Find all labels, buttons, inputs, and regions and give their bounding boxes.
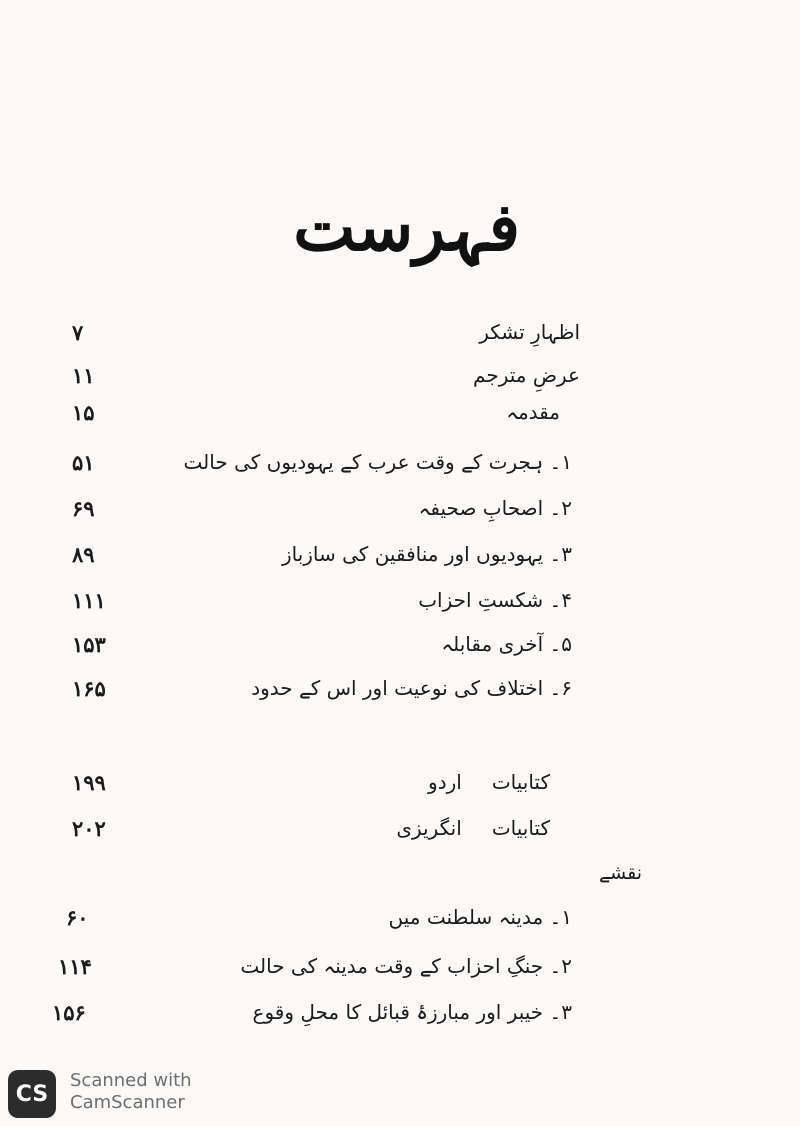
bibliography-label: کتابیات xyxy=(491,770,550,794)
toc-page-number: ۷ xyxy=(72,320,84,345)
bibliography-text xyxy=(130,816,550,840)
toc-page-number: ۱۹۹ xyxy=(72,770,106,795)
toc-entry xyxy=(0,363,800,397)
toc-entry xyxy=(0,676,800,710)
toc-entry xyxy=(0,588,800,622)
toc-page-number: ۸۹ xyxy=(72,542,95,567)
maps-heading: نقشے xyxy=(599,862,642,884)
map-entry-text: ۲۔ جنگِ احزاب کے وقت مدینہ کی حالت xyxy=(240,954,572,978)
watermark-line-2: CamScanner xyxy=(70,1092,185,1113)
bibliography-entry xyxy=(0,816,800,850)
toc-entry xyxy=(0,450,800,484)
bibliography-language: انگریزی xyxy=(396,816,462,840)
map-entry xyxy=(0,954,800,988)
toc-page-number: ۱۵۳ xyxy=(72,632,106,657)
toc-entry-text: ۵۔ آخری مقابلہ xyxy=(441,632,572,656)
map-entry-text: ۱۔ مدینہ سلطنت میں xyxy=(388,905,572,929)
toc-page-number: ۱۱ xyxy=(72,363,95,388)
bibliography-entry xyxy=(0,770,800,804)
toc-page-number: ۱۵۶ xyxy=(52,1000,86,1025)
toc-entry xyxy=(0,400,800,434)
toc-page-number: ۱۵ xyxy=(72,400,95,425)
toc-entry xyxy=(0,632,800,666)
toc-page-number: ۱۶۵ xyxy=(72,676,106,701)
toc-page-number: ۶۰ xyxy=(66,905,89,930)
camscanner-logo-icon: CS xyxy=(8,1070,56,1118)
map-entry xyxy=(0,1000,800,1034)
bibliography-language: اردو xyxy=(428,770,462,794)
toc-entry xyxy=(0,496,800,530)
toc-page-number: ۶۹ xyxy=(72,496,95,521)
toc-entry-text: ۲۔ اصحابِ صحیفہ xyxy=(418,496,572,520)
toc-page-number: ۵۱ xyxy=(72,450,95,475)
toc-page-number: ۱۱۴ xyxy=(58,954,92,979)
toc-entry-text: ۱۔ ہجرت کے وقت عرب کے یہودیوں کی حالت xyxy=(183,450,572,474)
map-entry-text: ۳۔ خیبر اور مبارزۂ قبائل کا محلِ وقوع xyxy=(252,1000,572,1024)
map-entry xyxy=(0,905,800,939)
toc-entry xyxy=(0,542,800,576)
toc-page-number: ۲۰۲ xyxy=(72,816,106,841)
scanner-watermark xyxy=(8,1068,228,1118)
toc-page-number: ۱۱۱ xyxy=(72,588,106,613)
toc-entry xyxy=(0,320,800,354)
watermark-line-1: Scanned with xyxy=(70,1070,192,1091)
watermark-text xyxy=(70,1070,230,1114)
toc-entry-text: ۴۔ شکستِ احزاب xyxy=(418,588,572,612)
toc-entry-text: مقدمہ xyxy=(506,400,560,424)
toc-entry-text: ۶۔ اختلاف کی نوعیت اور اس کے حدود xyxy=(251,676,572,700)
toc-entry-text: عرضِ مترجم xyxy=(473,363,580,387)
toc-entry-text: ۳۔ یہودیوں اور منافقین کی سازباز xyxy=(281,542,572,566)
page-title: فہرست xyxy=(293,188,520,266)
bibliography-label: کتابیات xyxy=(491,816,550,840)
bibliography-text xyxy=(130,770,550,794)
toc-entry-text: اظہارِ تشکر xyxy=(479,320,580,344)
